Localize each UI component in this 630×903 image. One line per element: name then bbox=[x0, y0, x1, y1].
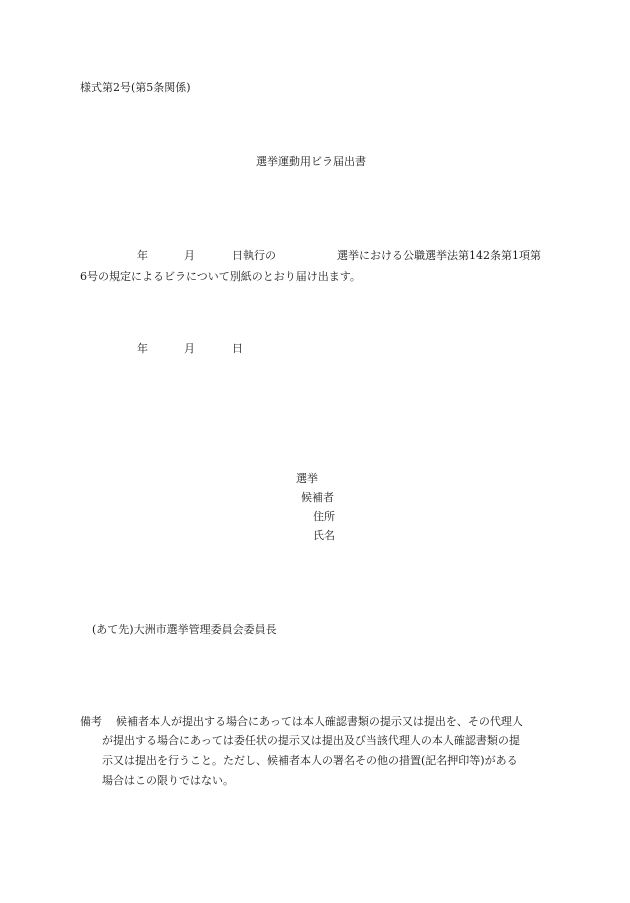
remarks-line: が提出する場合にあっては委任状の提示又は提出及び当該代理人の本人確認書類の提 bbox=[102, 734, 520, 747]
submission-month-label: 月 bbox=[184, 342, 195, 355]
remarks-line: 候補者本人が提出する場合にあっては本人確認書類の提示又は提出を、その代理人 bbox=[116, 715, 523, 728]
remarks-line: 示又は提出を行うこと。ただし、候補者本人の署名その他の措置(記名押印等)がある bbox=[102, 754, 518, 767]
execution-statement-line1: 選挙における公職選挙法第142条第1項第 bbox=[337, 249, 541, 262]
address-label: 住所 bbox=[313, 510, 335, 523]
candidate-label: 候補者 bbox=[301, 491, 334, 504]
execution-month-label: 月 bbox=[184, 249, 195, 262]
addressee: (あて先)大洲市選挙管理委員会委員長 bbox=[92, 623, 277, 636]
remarks-label: 備考 bbox=[80, 715, 102, 728]
remarks-line: 場合はこの限りではない。 bbox=[102, 774, 234, 787]
name-label: 氏名 bbox=[313, 529, 335, 542]
execution-day-label: 日執行の bbox=[232, 249, 276, 262]
execution-year-label: 年 bbox=[137, 249, 148, 262]
form-number: 様式第2号(第5条関係) bbox=[80, 81, 191, 94]
execution-statement-line2: 6号の規定によるビラについて別紙のとおり届け出ます。 bbox=[80, 270, 361, 283]
submission-day-label: 日 bbox=[232, 342, 243, 355]
submission-year-label: 年 bbox=[137, 342, 148, 355]
election-label: 選挙 bbox=[296, 472, 318, 485]
document-title: 選挙運動用ビラ届出書 bbox=[256, 155, 366, 168]
